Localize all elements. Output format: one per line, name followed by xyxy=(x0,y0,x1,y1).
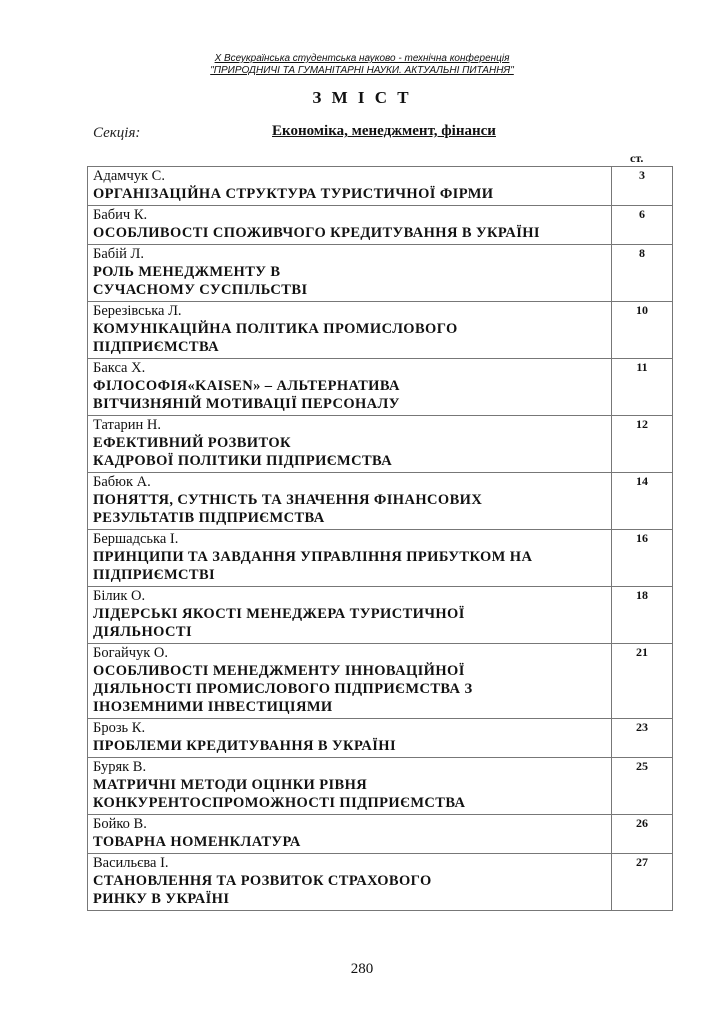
page-number: 280 xyxy=(350,961,374,977)
entry-author: Адамчук С. xyxy=(93,168,165,184)
toc-table xyxy=(87,166,673,911)
toc-entry-cell xyxy=(88,416,612,473)
entry-author: Васильєва І. xyxy=(93,855,169,871)
entry-author: Буряк В. xyxy=(93,759,147,775)
entry-title-line: КОМУНІКАЦІЙНА ПОЛІТИКА ПРОМИСЛОВОГО xyxy=(93,321,458,337)
toc-row xyxy=(88,473,673,530)
entry-page: 6 xyxy=(612,206,673,245)
toc-row xyxy=(88,245,673,302)
toc-entry-cell xyxy=(88,815,612,854)
toc-entry-cell xyxy=(88,245,612,302)
toc-entry-cell xyxy=(88,167,612,206)
entry-page: 25 xyxy=(612,758,673,815)
toc-body xyxy=(88,167,673,911)
entry-page: 26 xyxy=(612,815,673,854)
entry-page: 12 xyxy=(612,416,673,473)
toc-row xyxy=(88,587,673,644)
entry-page: 8 xyxy=(612,245,673,302)
entry-title-line: ТОВАРНА НОМЕНКЛАТУРА xyxy=(93,834,301,850)
entry-page: 18 xyxy=(612,587,673,644)
entry-title-line: ФІЛОСОФІЯ«KAISEN» – АЛЬТЕРНАТИВА xyxy=(93,378,400,394)
entry-page: 27 xyxy=(612,854,673,911)
entry-title-line: ПРОБЛЕМИ КРЕДИТУВАННЯ В УКРАЇНІ xyxy=(93,738,397,754)
entry-title-line: РОЛЬ МЕНЕДЖМЕНТУ В xyxy=(93,264,281,280)
entry-title-line: ЛІДЕРСЬКІ ЯКОСТІ МЕНЕДЖЕРА ТУРИСТИЧНОЇ xyxy=(93,606,465,622)
conference-header xyxy=(0,53,724,77)
entry-title-line: ПІДПРИЄМСТВІ xyxy=(93,567,216,583)
entry-author: Бабюк А. xyxy=(93,474,151,490)
toc-entry-cell xyxy=(88,359,612,416)
entry-title-line: КОНКУРЕНТОСПРОМОЖНОСТІ ПІДПРИЄМСТВА xyxy=(93,795,466,811)
toc-entry-cell xyxy=(88,644,612,719)
toc-row xyxy=(88,758,673,815)
toc-row xyxy=(88,530,673,587)
toc-entry-cell xyxy=(88,206,612,245)
entry-page: 10 xyxy=(612,302,673,359)
toc-title: З М І С Т xyxy=(312,88,412,107)
toc-entry-cell xyxy=(88,758,612,815)
entry-page: 16 xyxy=(612,530,673,587)
toc-entry-cell xyxy=(88,587,612,644)
entry-page: 23 xyxy=(612,719,673,758)
entry-title-line: ОРГАНІЗАЦІЙНА СТРУКТУРА ТУРИСТИЧНОЇ ФІРМИ xyxy=(93,186,494,202)
toc-row xyxy=(88,719,673,758)
entry-title-line: ПРИНЦИПИ ТА ЗАВДАННЯ УПРАВЛІННЯ ПРИБУТКОМ НА xyxy=(93,549,533,565)
section-label: Секція: xyxy=(93,125,141,141)
entry-title-line: ІНОЗЕМНИМИ ІНВЕСТИЦІЯМИ xyxy=(93,699,333,715)
entry-title-line: ПОНЯТТЯ, СУТНІСТЬ ТА ЗНАЧЕННЯ ФІНАНСОВИХ xyxy=(93,492,483,508)
entry-title-line: ДІЯЛЬНОСТІ xyxy=(93,624,193,640)
toc-entry-cell xyxy=(88,854,612,911)
toc-row xyxy=(88,167,673,206)
toc-row xyxy=(88,206,673,245)
entry-page: 14 xyxy=(612,473,673,530)
entry-title-line: ЕФЕКТИВНИЙ РОЗВИТОК xyxy=(93,435,291,451)
entry-author: Татарин Н. xyxy=(93,417,161,433)
entry-title-line: РЕЗУЛЬТАТІВ ПІДПРИЄМСТВА xyxy=(93,510,325,526)
entry-author: Бакса Х. xyxy=(93,360,146,376)
entry-title-line: ВІТЧИЗНЯНІЙ МОТИВАЦІЇ ПЕРСОНАЛУ xyxy=(93,396,400,412)
entry-title-line: СТАНОВЛЕННЯ ТА РОЗВИТОК СТРАХОВОГО xyxy=(93,873,432,889)
toc-row xyxy=(88,302,673,359)
entry-author: Бойко В. xyxy=(93,816,147,832)
entry-page: 11 xyxy=(612,359,673,416)
section-name: Економіка, менеджмент, фінанси xyxy=(272,123,496,139)
entry-author: Бабич К. xyxy=(93,207,148,223)
entry-author: Бабій Л. xyxy=(93,246,145,262)
entry-title-line: ДІЯЛЬНОСТІ ПРОМИСЛОВОГО ПІДПРИЄМСТВА З xyxy=(93,681,473,697)
toc-entry-cell xyxy=(88,473,612,530)
entry-title-line: РИНКУ В УКРАЇНІ xyxy=(93,891,230,907)
toc-row xyxy=(88,854,673,911)
entry-page: 3 xyxy=(612,167,673,206)
toc-row xyxy=(88,815,673,854)
page-column-label: ст. xyxy=(630,151,644,165)
toc-row xyxy=(88,416,673,473)
toc-entry-cell xyxy=(88,302,612,359)
entry-title-line: СУЧАСНОМУ СУСПІЛЬСТВІ xyxy=(93,282,308,298)
conference-header-line-2: "ПРИРОДНИЧІ ТА ГУМАНІТАРНІ НАУКИ. АКТУАЛЬНІ ПИТАННЯ" xyxy=(210,65,514,76)
toc-entry-cell xyxy=(88,530,612,587)
entry-author: Богайчук О. xyxy=(93,645,169,661)
entry-title-line: КАДРОВОЇ ПОЛІТИКИ ПІДПРИЄМСТВА xyxy=(93,453,393,469)
entry-author: Білик О. xyxy=(93,588,146,604)
conference-header-line-1: X Всеукраїнська студентська науково - технічна конференція xyxy=(214,53,510,64)
entry-title-line: ПІДПРИЄМСТВА xyxy=(93,339,220,355)
entry-title-line: МАТРИЧНІ МЕТОДИ ОЦІНКИ РІВНЯ xyxy=(93,777,368,793)
entry-author: Березівська Л. xyxy=(93,303,182,319)
entry-title-line: ОСОБЛИВОСТІ МЕНЕДЖМЕНТУ ІННОВАЦІЙНОЇ xyxy=(93,663,465,679)
toc-row xyxy=(88,359,673,416)
entry-author: Брозь К. xyxy=(93,720,146,736)
entry-page: 21 xyxy=(612,644,673,719)
entry-author: Бершадська І. xyxy=(93,531,179,547)
entry-title-line: ОСОБЛИВОСТІ СПОЖИВЧОГО КРЕДИТУВАННЯ В УКРАЇНІ xyxy=(93,225,540,241)
toc-row xyxy=(88,644,673,719)
toc-entry-cell xyxy=(88,719,612,758)
